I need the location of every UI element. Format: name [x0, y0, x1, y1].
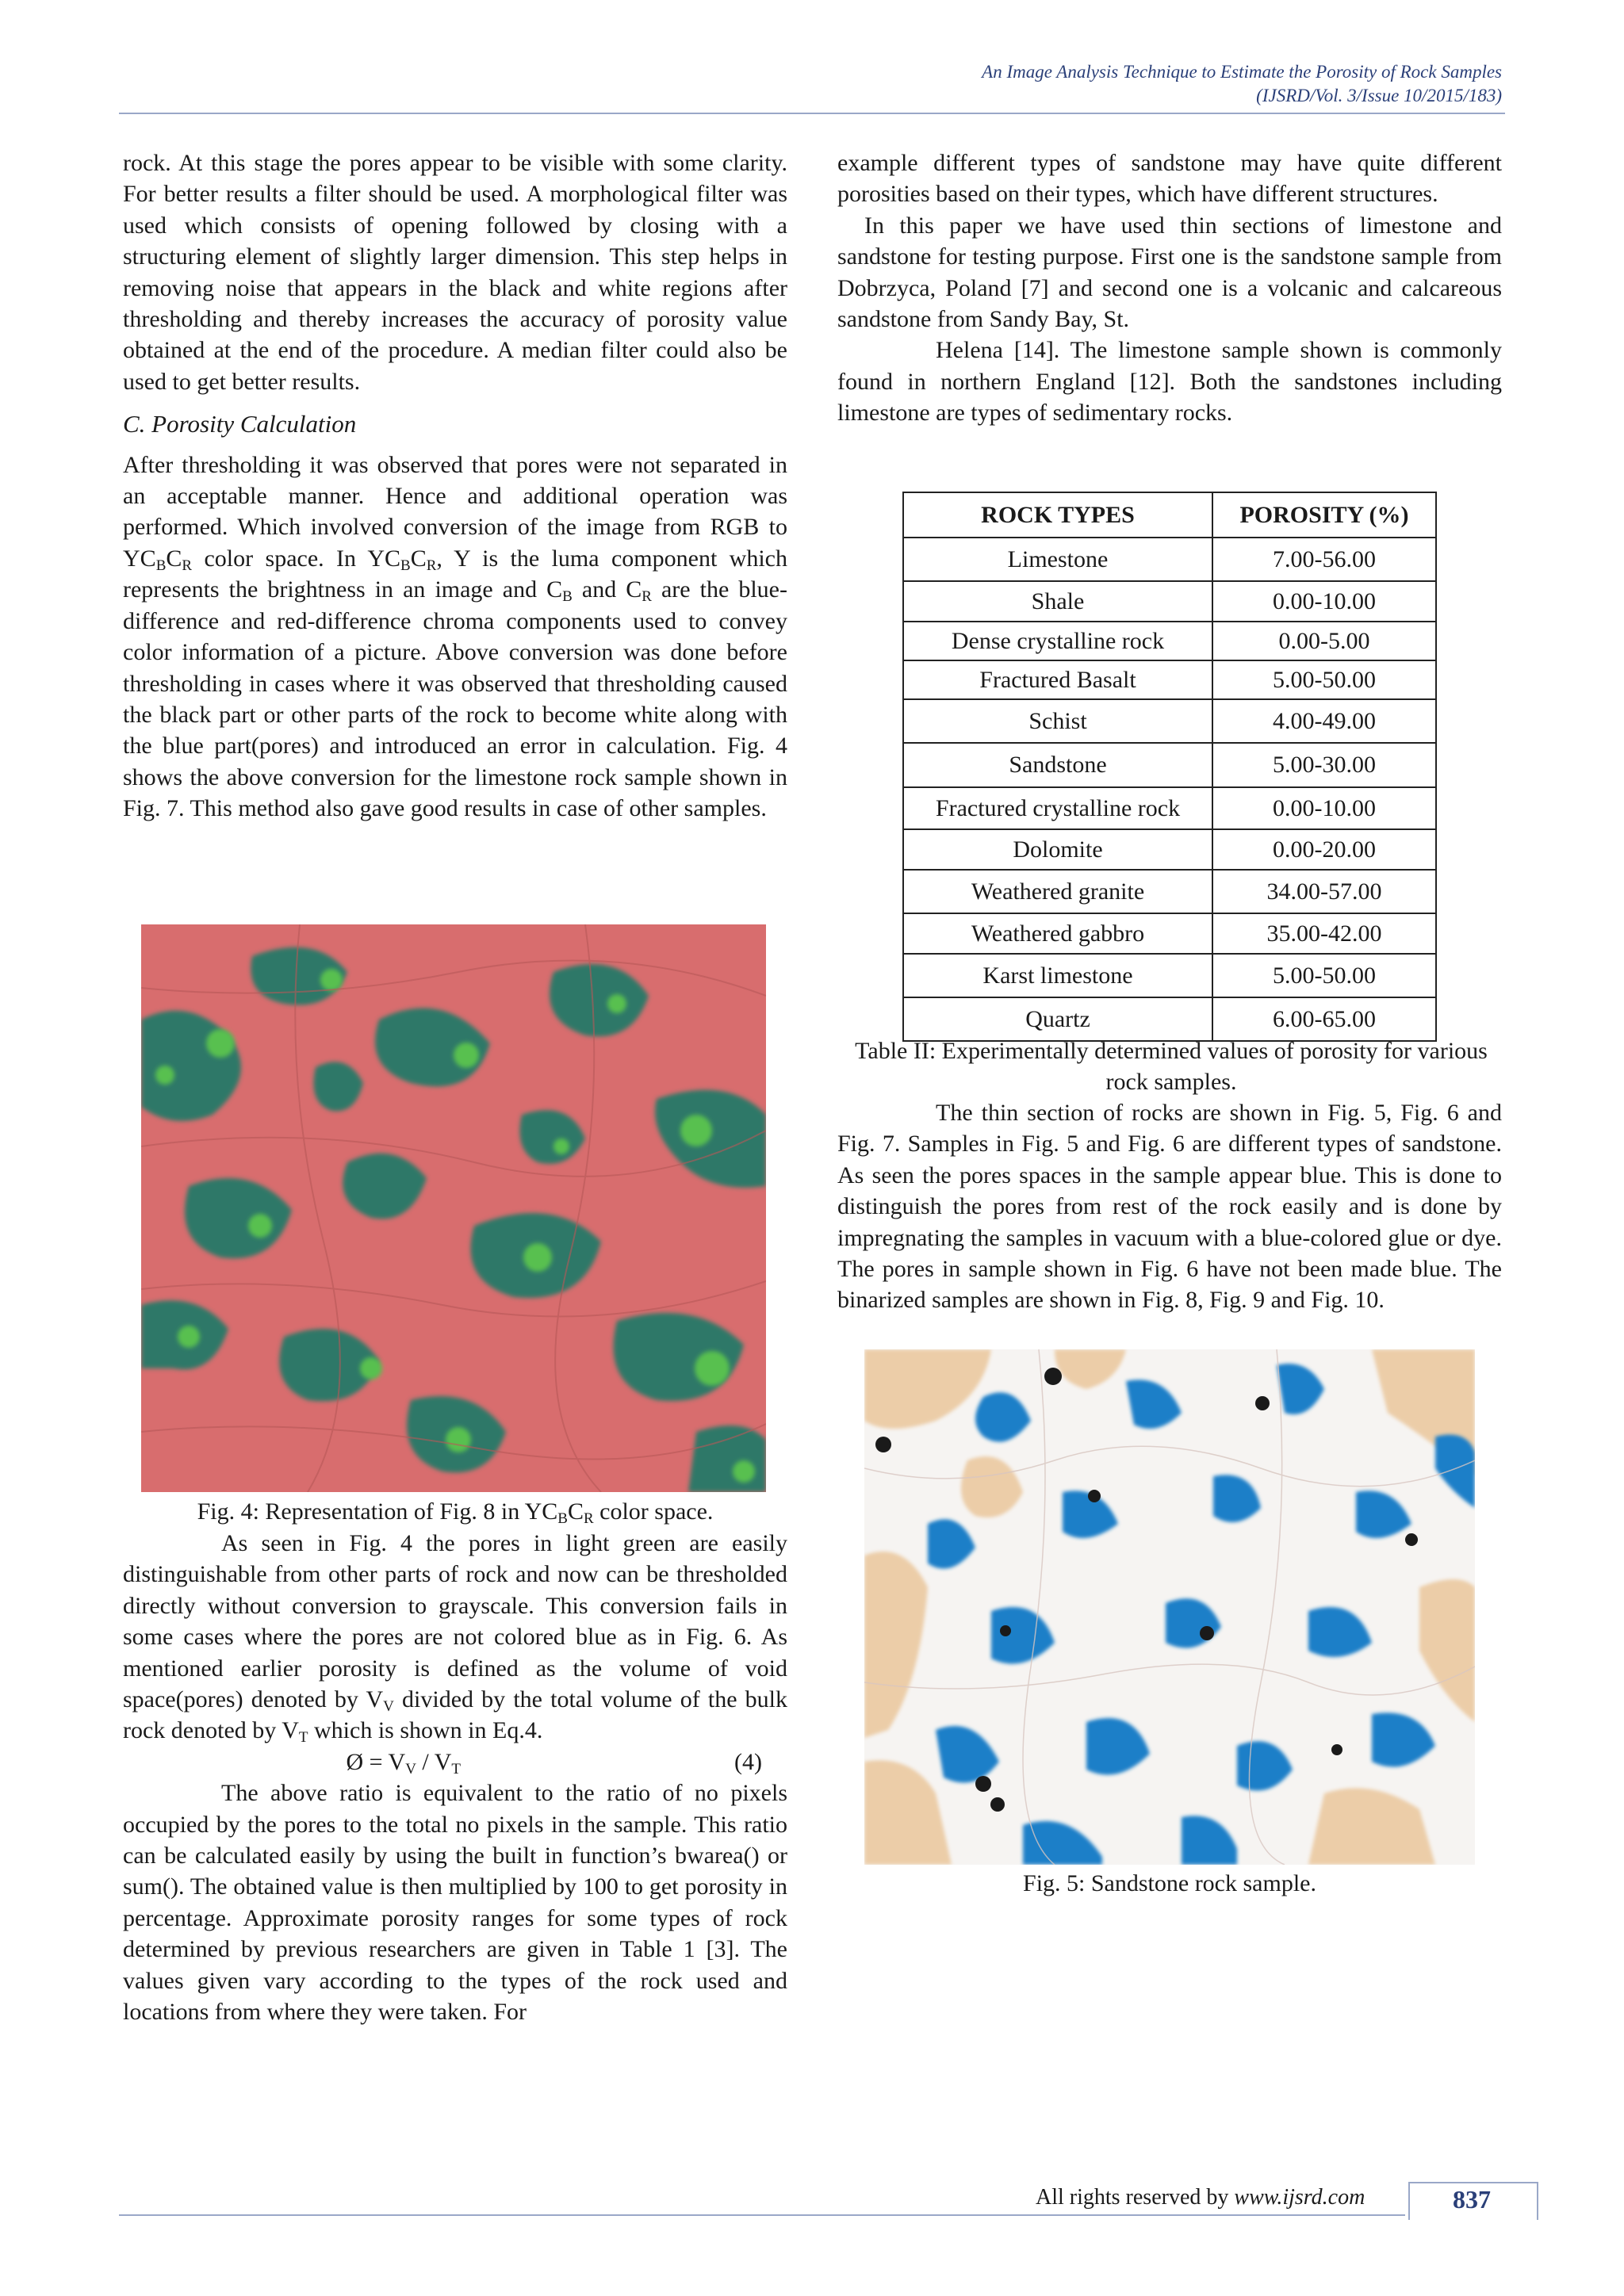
porosity-cell: 0.00-10.00 [1212, 787, 1436, 829]
figure-5-image [864, 1349, 1475, 1865]
rock-type-cell: Schist [903, 699, 1212, 743]
table-row [903, 954, 1436, 997]
right-column [837, 147, 1502, 429]
porosity-cell: 0.00-5.00 [1212, 622, 1436, 660]
porosity-cell: 34.00-57.00 [1212, 870, 1436, 913]
table-caption: Table II: Experimentally determined values of porosity for various rock samples. [855, 1038, 1488, 1095]
header-rule [119, 113, 1505, 114]
header-title: An Image Analysis Technique to Estimate the Porosity of Rock Samples [982, 62, 1502, 82]
table-row [903, 699, 1436, 743]
porosity-cell: 5.00-50.00 [1212, 954, 1436, 997]
page-number: 837 [1453, 2185, 1491, 2214]
table-row [903, 538, 1436, 581]
right-column-lower [837, 1097, 1502, 1316]
table-row [903, 870, 1436, 913]
porosity-cell: 0.00-10.00 [1212, 581, 1436, 622]
header-journal: (IJSRD/Vol. 3/Issue 10/2015/183) [1256, 86, 1502, 105]
table-row [903, 581, 1436, 622]
table-row [903, 829, 1436, 870]
porosity-cell: 7.00-56.00 [1212, 538, 1436, 581]
equation-number: (4) [734, 1748, 762, 1775]
porosity-cell: 4.00-49.00 [1212, 699, 1436, 743]
porosity-cell: 0.00-20.00 [1212, 829, 1436, 870]
footer-rule [119, 2214, 1405, 2216]
section-heading: C. Porosity Calculation [123, 410, 357, 438]
porosity-cell: 6.00-65.00 [1212, 997, 1436, 1041]
rock-type-cell: Dolomite [903, 829, 1212, 870]
paragraph: As seen in Fig. 4 the pores in light green are easily distinguishable from other parts of rock and now can be thresholded directly without conversion to grayscale. This conversion fails in some cases where the pores are not colored blue as in Fig. 6. As mentioned earlier porosity is defined as the volume of void space(pores) denoted by $V_V$ divided by the total volume of the bulk rock denoted by $V_T$ which is shown in Eq.4. [123, 1530, 788, 1747]
paragraph: In this paper we have used thin sections of limestone and sandstone for testing purpose. First one is the sandstone sample from Dobrzyca, Poland [7] and second one is a volcanic and calcareous sandstone from Sandy Bay, St. [837, 212, 1502, 333]
paragraph: The thin section of rocks are shown in Fig. 5, Fig. 6 and Fig. 7. Samples in Fig. 5 and Fig. 6 are different types of sandstone. As seen the pores spaces in the sample appear blue. This is done to distinguish the pores from rest of the rock easily and is done by impregnating the samples in vacuum with a blue-colored glue or dye. The pores in sample shown in Fig. 6 have not been made blue. The binarized samples are shown in Fig. 8, Fig. 9 and Fig. 10. [837, 1100, 1502, 1314]
table-row [903, 913, 1436, 954]
table-header-row [903, 492, 1436, 538]
rock-type-cell: Fractured Basalt [903, 660, 1212, 699]
footer-site-link[interactable]: www.ijsrd.com [1234, 2185, 1365, 2210]
table-row [903, 997, 1436, 1041]
column-header: ROCK TYPES [903, 492, 1212, 538]
figure-4-caption: Fig. 4: Representation of Fig. 8 in $YC_BC_R$ color space. [197, 1498, 714, 1527]
running-header [982, 60, 1502, 108]
porosity-cell: 35.00-42.00 [1212, 913, 1436, 954]
table-row [903, 787, 1436, 829]
rock-type-cell: Sandstone [903, 743, 1212, 787]
rock-type-cell: Shale [903, 581, 1212, 622]
table-row [903, 743, 1436, 787]
equation-4: Ø = $V_V / V_T$ (4) [123, 1747, 787, 1777]
paragraph: After thresholding it was observed that pores were not separated in an acceptable manner. Hence and additional operation was performed. Which involved conversion of the image from RGB to $YC_BC_R$ color space. In $YC_BC_R$, Y is the luma component which represents the brightness in an image and $C_B$ and $C_R$ are the blue-difference and red-difference chroma components used to convey color information of a picture. Above conversion was done before thresholding in cases where it was observed that thresholding caused the black part or other parts of the rock to become white along with the blue part(pores) and introduced an error in calculation. Fig. 4 shows the above conversion for the limestone rock sample shown in Fig. 7. This method also gave good results in case of other samples. [123, 451, 787, 822]
paragraph: The above ratio is equivalent to the ratio of no pixels occupied by the pores to the total no pixels in the sample. This ratio can be calculated easily by using the built in function’s bwarea() or sum(). The obtained value is then multiplied by 100 to get porosity in percentage. Approximate porosity ranges for some types of rock determined by previous researchers are given in Table 1 [3]. The values given vary according to the types of the rock used and locations from where they were taken. For [123, 1780, 787, 2026]
footer-rights: All rights reserved by www.ijsrd.com [1036, 2185, 1365, 2210]
rock-type-cell: Fractured crystalline rock [903, 787, 1212, 829]
paragraph: Helena [14]. The limestone sample shown is commonly found in northern England [12]. Both the sandstones including limestone are types of sedimentary rocks. [837, 337, 1502, 427]
porosity-cell: 5.00-50.00 [1212, 660, 1436, 699]
figure-4-image [141, 924, 766, 1492]
rock-type-cell: Dense crystalline rock [903, 622, 1212, 660]
porosity-cell: 5.00-30.00 [1212, 743, 1436, 787]
left-column-lower [123, 1528, 787, 2028]
rock-type-cell: Karst limestone [903, 954, 1212, 997]
paragraph: example different types of sandstone may have quite different porosities based on their types, which have different structures. [837, 150, 1502, 208]
rock-type-cell: Limestone [903, 538, 1212, 581]
left-column [123, 147, 787, 825]
column-header: POROSITY (%) [1212, 492, 1436, 538]
rock-type-cell: Weathered granite [903, 870, 1212, 913]
rock-type-cell: Weathered gabbro [903, 913, 1212, 954]
table-row [903, 622, 1436, 660]
paragraph: rock. At this stage the pores appear to be visible with some clarity. For better results a filter should be used. A morphological filter was used which consists of opening followed by closing with a structuring element of slightly larger dimension. This step helps in removing noise that appears in the black and white regions after thresholding and thereby increases the accuracy of porosity value obtained at the end of the procedure. A median filter could also be used to get better results. [123, 150, 787, 395]
rock-type-cell: Quartz [903, 997, 1212, 1041]
figure-5-caption: Fig. 5: Sandstone rock sample. [1023, 1870, 1316, 1896]
table-row [903, 660, 1436, 699]
porosity-table [902, 492, 1437, 1042]
